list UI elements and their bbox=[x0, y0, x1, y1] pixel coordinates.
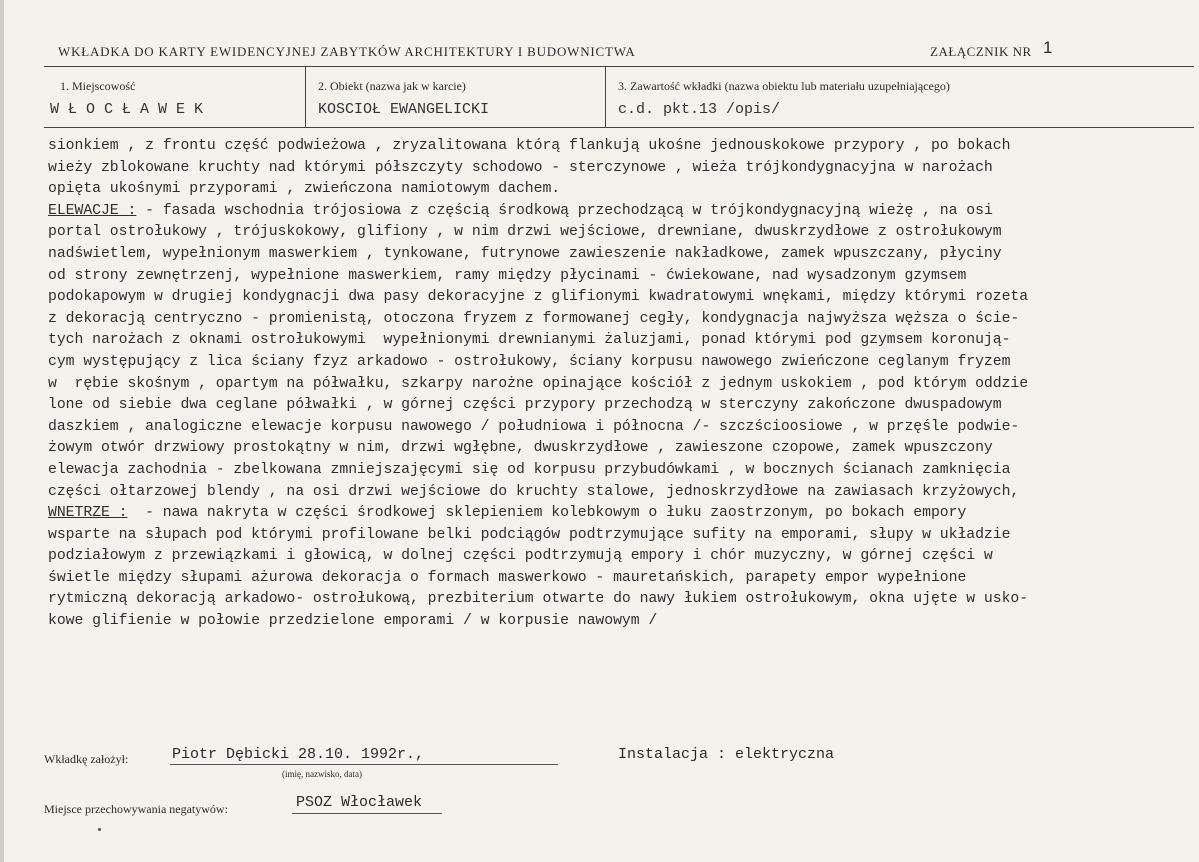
author-row bbox=[44, 752, 128, 767]
header-fields bbox=[44, 66, 1194, 128]
description-line: z dekoracją centryczno - promienistą, otoczona fryzem z formowanej cegły, kondygnacja najwyższa węższa o ście- bbox=[48, 310, 1020, 327]
punch-dot bbox=[98, 828, 101, 831]
description-line: podokapowym w drugiej kondygnacji dwa pasy dekoracyjne z glifionymi kwadratowymi wnękami, między którymi rozeta bbox=[48, 289, 1029, 306]
field-value: WŁOCŁAWEK bbox=[50, 101, 213, 118]
author-signature-line bbox=[170, 764, 558, 765]
field-label: 1. Miejscowość bbox=[60, 79, 136, 93]
field-object bbox=[306, 67, 606, 127]
section-heading: ELEWACJE : bbox=[48, 202, 137, 219]
description-line: podziałowym z przewiązkami i głowicą, w dolnej części podtrzymują empory i chór muzyczny, w górnej części w bbox=[48, 548, 993, 565]
description-line: tych narożach z oknami ostrołukowymi wypełnionymi drewnianymi żaluzjami, ponad którymi pod gzymsem koronują- bbox=[48, 332, 1011, 349]
description-line: świetle między słupami ażurowa dekoracja o formach maswerkowo - mauretańskich, parapety empor wypełnione bbox=[48, 569, 967, 586]
description-line: portal ostrołukowy , trójuskokowy, glifiony , w nim drzwi wejściowe, drewniane, dwuskrzydłowe z ostrołukowym bbox=[48, 224, 1002, 241]
description-line: nadświetlem, wypełnionym maswerkiem , tynkowane, futrynowe zawieszenie nakładkowe, zamek wpuszczany, płyciny bbox=[48, 245, 1002, 262]
description-line: wsparte na słupach pod którymi profilowane belki podciągów podtrzymujące sufity na emporami, słupy w układzie bbox=[48, 526, 1011, 543]
field-contents bbox=[606, 67, 1194, 127]
description-line: cym występujący z lica ściany fzyz arkadowo - ostrołukowy, ściany korpusu nawowego zwieńczone ceglanym fryzem bbox=[48, 353, 1011, 370]
negatives-value: PSOZ Włocławek bbox=[296, 794, 423, 811]
section-heading: WNETRZE : bbox=[48, 505, 128, 522]
description-line: ELEWACJE : - fasada wschodnia trójosiowa z częścią środkową przechodzącą w trójkondygnacyjną wieżę , na osi bbox=[48, 202, 993, 219]
author-value: Piotr Dębicki 28.10. 1992r., bbox=[172, 746, 425, 763]
description-line: sionkiem , z frontu część podwieżowa , zryzalitowana którą flankują ukośne jednouskokowe przypory , po bokach bbox=[48, 138, 1011, 154]
annex-number: 1 bbox=[1043, 38, 1053, 57]
description-line: wieży zblokowane kruchty nad którymi półszczyty schodowo - sterczynowe , wieża trójkondygnacyjna w narożach bbox=[48, 159, 993, 176]
author-label: Wkładkę założył: bbox=[44, 752, 129, 766]
negatives-line bbox=[292, 813, 442, 814]
installation-text: Instalacja : elektryczna bbox=[618, 746, 835, 763]
description-line: w rębie skośnym , opartym na półwałku, szkarpy narożne opinające kościół z jednym uskokiem , pod którym oddzie bbox=[48, 375, 1029, 392]
author-hint: (imię, nazwisko, data) bbox=[282, 769, 362, 779]
description-line: żowym otwór drzwiowy prostokątny w nim, drzwi wgłębne, dwuskrzydłowe , zawieszone czopowe, zamek wpuszczony bbox=[48, 440, 993, 457]
negatives-row bbox=[44, 802, 228, 817]
description-line: od strony zewnętrzenj, wypełnione maswerkiem, ramy między płycinami - ćwiekowane, nad wysadzonym gzymsem bbox=[48, 267, 967, 284]
description-line: kowe glifienie w połowie przedzielone emporami / w korpusie nawowym / bbox=[48, 613, 658, 630]
description-line: lone od siebie dwa ceglane półwałki , w górnej części przypory przechodzą w sterczyny zakończone dwuspadowym bbox=[48, 397, 1002, 414]
field-label: 3. Zawartość wkładki (nazwa obiektu lub materiału uzupełniającego) bbox=[618, 79, 950, 93]
description-line: rytmiczną dekoracją arkadowo- ostrołukową, prezbiterium otwarte do nawy łukiem ostrołukowym, okna ujęte w usko- bbox=[48, 591, 1029, 608]
field-value: c.d. pkt.13 /opis/ bbox=[618, 101, 781, 118]
field-label: 2. Obiekt (nazwa jak w karcie) bbox=[318, 79, 466, 93]
description-line: części ołtarzowej blendy , na osi drzwi wejściowe do kruchty stalowe, jednoskrzydłowe na zawiasach krzyżowych, bbox=[48, 483, 1020, 500]
description-line: elewacja zachodnia - zbelkowana zmniejszajęcymi się od korpusu przybudówkami , w bocznych ścianach zamknięcia bbox=[48, 461, 1011, 478]
field-value: KOSCIOŁ EWANGELICKI bbox=[318, 101, 490, 118]
description-text bbox=[48, 136, 1196, 633]
negatives-label: Miejsce przechowywania negatywów: bbox=[44, 802, 228, 816]
annex-label: ZAŁĄCZNIK NR bbox=[930, 44, 1032, 59]
form-title: WKŁADKA DO KARTY EWIDENCYJNEJ ZABYTKÓW ARCHITEKTURY I BUDOWNICTWA bbox=[58, 44, 636, 59]
description-line: daszkiem , analogiczne elewacje korpusu nawowego / południowa i północna /- szczścioosiowe , w przęśle podwie- bbox=[48, 418, 1020, 435]
description-line: WNETRZE : - nawa nakryta w części środkowej sklepieniem kolebkowym o łuku zaostrzonym, po bokach empory bbox=[48, 505, 967, 522]
field-locality bbox=[44, 67, 306, 127]
description-line: opięta ukośnymi przyporami , zwieńczona namiotowym dachem. bbox=[48, 181, 561, 198]
